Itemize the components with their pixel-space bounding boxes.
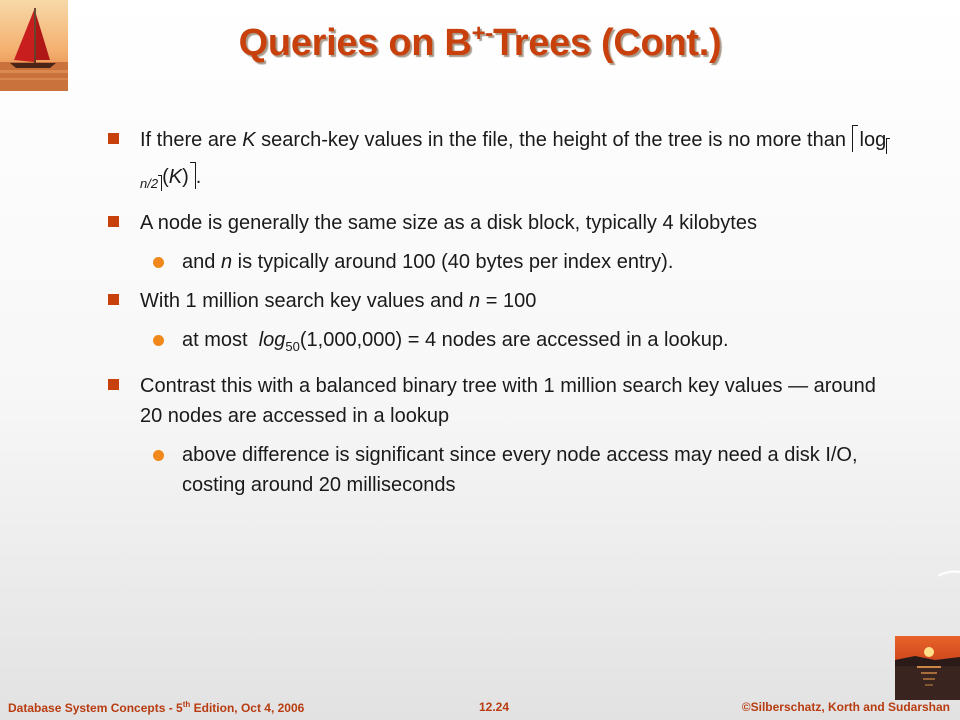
text-segment: = 100 [480, 290, 537, 312]
title-main: Queries on B [238, 22, 472, 64]
text-segment: Database System Concepts - 5 [8, 701, 183, 715]
bullet-list [106, 125, 896, 509]
text-segment: . [195, 166, 202, 188]
text-segment: Contrast this with a balanced binary tree with 1 million search key values — around 20 nodes are accessed in a lookup [140, 375, 876, 427]
var-K: K [168, 166, 183, 188]
log-text: log [859, 129, 887, 151]
footer-page-number: 12.24 [479, 700, 510, 714]
bullet-node-size [106, 208, 896, 238]
text-segment: th [182, 700, 191, 709]
var-n: n [220, 251, 233, 273]
text-segment: ( [162, 166, 169, 188]
text-segment: Edition, Oct 4, 2006 [190, 701, 305, 715]
slide-footer [0, 700, 960, 720]
subbullet-n-typical [106, 247, 896, 277]
subbullet-log50 [106, 325, 896, 362]
text-segment: above difference is significant since every node access may need a disk I/O, costing around 20 milliseconds [182, 444, 858, 496]
text-segment: search-key values in the file, the height of the tree is no more than [255, 129, 852, 151]
log-base: 50 [285, 339, 300, 354]
dot-bullet-icon [153, 335, 164, 346]
var-n: n [469, 290, 481, 312]
log-text: log [258, 329, 286, 351]
text-segment: at most [182, 329, 259, 351]
decorative-swoosh [938, 570, 960, 578]
text-segment: and [182, 251, 221, 273]
square-bullet-icon [108, 294, 119, 305]
var-n-half: n/2 [140, 176, 159, 191]
square-bullet-icon [108, 133, 119, 144]
square-bullet-icon [108, 216, 119, 227]
ceiling-left-small [886, 138, 890, 154]
text-segment: With 1 million search key values and [140, 290, 470, 312]
title-rest: Trees (Cont.) [492, 22, 722, 64]
dot-bullet-icon [153, 450, 164, 461]
footer-book-info [8, 700, 304, 715]
var-K: K [242, 129, 256, 151]
bullet-tree-height [106, 125, 896, 199]
text-segment: ) [182, 166, 189, 188]
bullet-binary-tree [106, 371, 896, 431]
square-bullet-icon [108, 379, 119, 390]
text-segment: A node is generally the same size as a disk block, typically 4 kilobytes [140, 212, 757, 234]
bullet-million-keys [106, 286, 896, 316]
text-segment: (1,000,000) = 4 nodes are accessed in a lookup. [299, 329, 729, 351]
title-superscript: +- [471, 20, 493, 47]
ceiling-left-bracket [852, 125, 858, 152]
slide-title [0, 22, 960, 65]
text-segment: If there are [140, 129, 243, 151]
footer-copyright: ©Silberschatz, Korth and Sudarshan [741, 700, 950, 714]
subbullet-disk-io [106, 440, 896, 500]
sunset-image [895, 636, 960, 700]
text-segment: is typically around 100 (40 bytes per index entry). [232, 251, 674, 273]
dot-bullet-icon [153, 257, 164, 268]
